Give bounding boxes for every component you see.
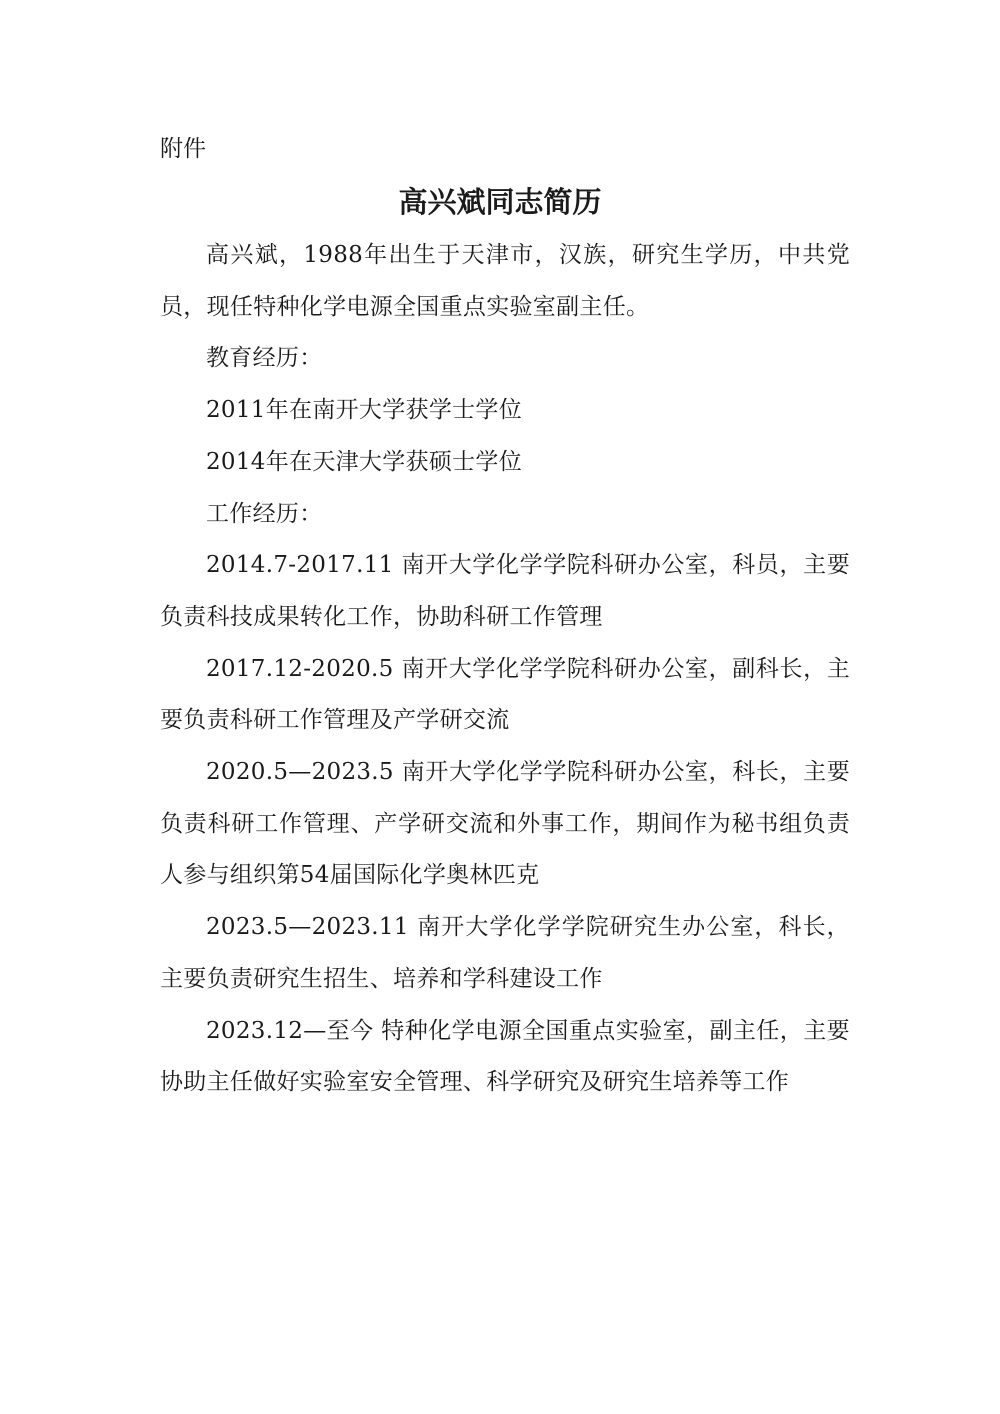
- work-item: 2020.5—2023.5 南开大学化学学院科研办公室，科长，主要负责科研工作管理、产学研交流和外事工作，期间作为秘书组负责人参与组织第54届国际化学奥林匹克: [160, 759, 850, 889]
- attachment-label: 附件: [160, 136, 206, 162]
- work-heading: 工作经历：: [206, 500, 323, 527]
- education-item: 2011年在南开大学获学士学位: [206, 397, 523, 424]
- work-item: 2014.7-2017.11 南开大学化学学院科研办公室，科员，主要负责科技成果转化工作，协助科研工作管理: [160, 552, 850, 630]
- document-body: [160, 230, 850, 1109]
- work-item: 2023.5—2023.11 南开大学化学学院研究生办公室，科长，主要负责研究生招生、培养和学科建设工作: [160, 914, 850, 992]
- education-heading: 教育经历：: [206, 345, 323, 372]
- document-title: 高兴斌同志简历: [398, 185, 602, 219]
- intro-paragraph: 高兴斌，1988年出生于天津市，汉族，研究生学历，中共党员，现任特种化学电源全国重点实验室副主任。: [160, 242, 850, 320]
- work-item: 2017.12-2020.5 南开大学化学学院科研办公室，副科长，主要负责科研工作管理及产学研交流: [160, 655, 850, 734]
- work-item: 2023.12—至今 特种化学电源全国重点实验室，副主任，主要协助主任做好实验室安全管理、科学研究及研究生培养等工作: [160, 1017, 850, 1096]
- education-item: 2014年在天津大学获硕士学位: [206, 448, 523, 475]
